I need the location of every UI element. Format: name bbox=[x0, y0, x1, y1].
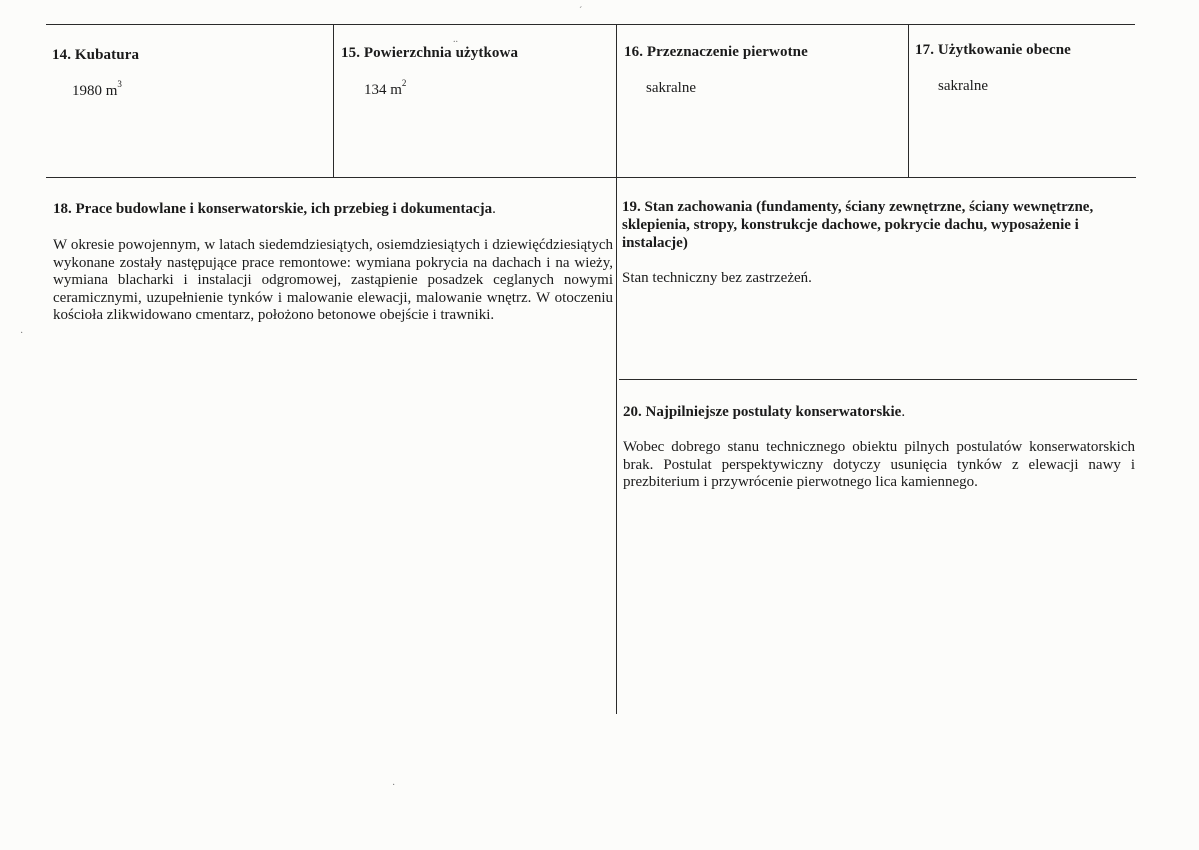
field-16-value: sakralne bbox=[646, 80, 696, 96]
section-18-body: W okresie powojennym, w latach siedemdziesiątych, osiemdziesiątych i dziewięćdziesiątych wykonane zostały następujące prace remontowe: wymiana pokrycia na dachach i na wieży, wymiana blacharki i instalacji odgromowej, zastąpienie posadzek ceglanych nowymi ceramicznymi, uzupełnienie tynków i malowanie elewacji, malowanie wnętrz. W otoczeniu kościoła zlikwidowano cmentarz, położono betonowe obejście i trawniki. bbox=[53, 237, 613, 323]
field-16-title: 16. Przeznaczenie pierwotne bbox=[624, 44, 808, 60]
section-18-title-period: . bbox=[492, 201, 496, 217]
field-14-unit-exponent: 3 bbox=[117, 79, 122, 89]
field-15-number: 134 m bbox=[364, 82, 402, 98]
col-divider-2 bbox=[616, 24, 617, 714]
top-rule bbox=[46, 24, 1135, 25]
section-20-body: Wobec dobrego stanu technicznego obiektu pilnych postulatów konserwatorskich brak. Postulat perspektywiczny dotyczy usunięcia tynków z elewacji nawy i prezbiterium i przywrócenie pierwotnego lica kamiennego. bbox=[623, 439, 1135, 490]
field-15-unit-exponent: 2 bbox=[401, 78, 407, 88]
section-19-body: Stan techniczny bez zastrzeżeń. bbox=[622, 270, 812, 286]
field-17-title: 17. Użytkowanie obecne bbox=[915, 42, 1071, 58]
section-20-title bbox=[623, 403, 1123, 421]
field-14-title: 14. Kubatura bbox=[52, 47, 140, 63]
section-20-title-text: 20. Najpilniejsze postulaty konserwatorskie bbox=[623, 404, 902, 420]
field-14-number: 1980 m bbox=[72, 83, 118, 99]
field-14-value bbox=[72, 81, 122, 100]
scan-speck: · bbox=[392, 780, 396, 791]
field-17-value: sakralne bbox=[938, 78, 988, 94]
col-divider-3 bbox=[908, 24, 909, 178]
scan-speck: · bbox=[20, 328, 24, 339]
scan-speck: .. bbox=[453, 34, 458, 45]
section-19-title: 19. Stan zachowania (fundamenty, ściany zewnętrzne, ściany wewnętrzne, sklepienia, stropy, konstrukcje dachowe, pokrycie dachu, wyposażenie i instalacje) bbox=[622, 199, 1094, 251]
col-divider-1 bbox=[333, 24, 334, 178]
field-15-value bbox=[364, 80, 406, 99]
field-15-title: 15. Powierzchnia użytkowa bbox=[341, 45, 519, 61]
scan-speck: ˊ bbox=[579, 6, 583, 17]
section-20-title-period: . bbox=[901, 404, 906, 420]
section-19-20-divider bbox=[619, 379, 1137, 380]
row-divider bbox=[46, 177, 1136, 178]
section-18-title bbox=[53, 200, 613, 218]
section-18-title-text: 18. Prace budowlane i konserwatorskie, ich przebieg i dokumentacja bbox=[53, 201, 493, 217]
